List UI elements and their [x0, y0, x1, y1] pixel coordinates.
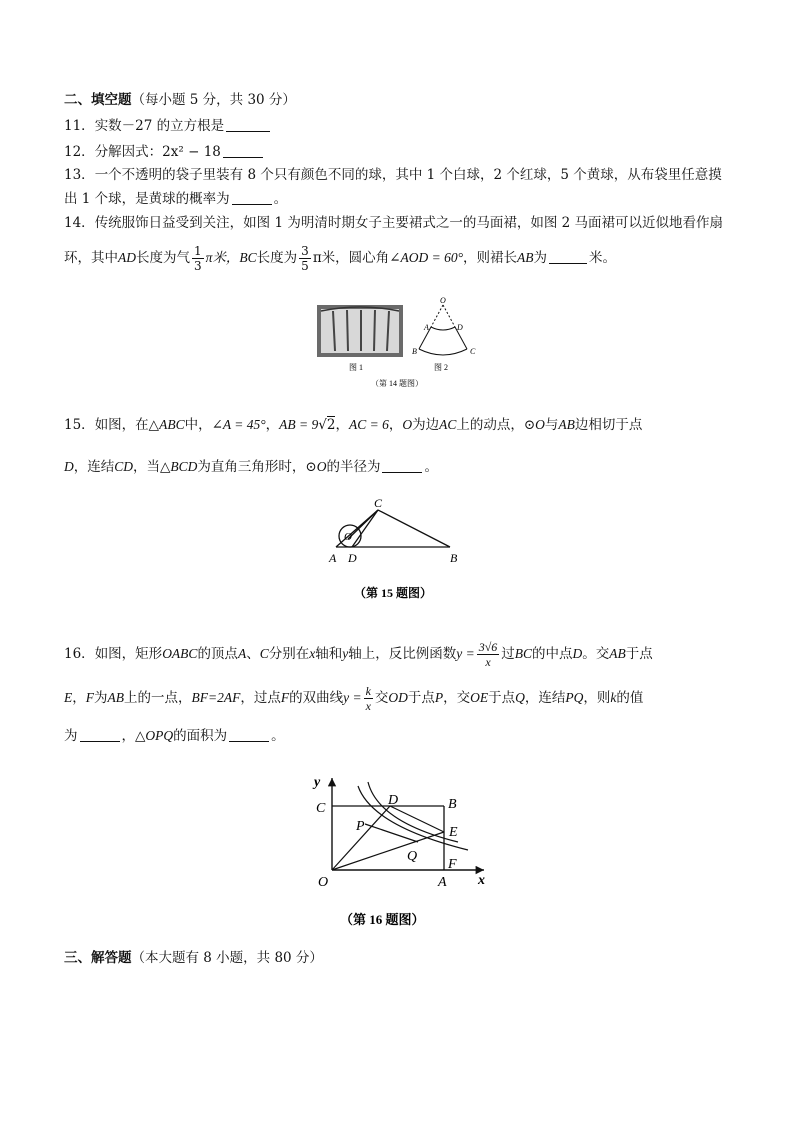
question-text: 出 1 个球，是黄球的概率为	[64, 191, 230, 207]
var-y: y	[342, 646, 349, 661]
point-e: E	[64, 690, 73, 705]
point-label-o: O	[318, 875, 329, 890]
point-label-q: Q	[407, 849, 418, 864]
text-fragment: ，	[388, 417, 403, 433]
var-k: k	[610, 690, 617, 705]
segment-ab: AB	[517, 250, 534, 265]
point-p: P	[434, 690, 444, 705]
point-f: F	[280, 690, 290, 705]
fraction-3root6-over-x	[477, 640, 500, 669]
text-fragment: 为直角三角形时，⊙	[197, 459, 317, 475]
ac-expression: AC = 6	[348, 417, 389, 432]
text-fragment: ，	[335, 417, 349, 433]
fraction-numerator: 3√6	[478, 640, 498, 654]
section-note: （每小题 5 分，共 30 分）	[131, 92, 296, 108]
point-label-o: O	[344, 531, 352, 543]
question-number: 13．	[64, 167, 95, 183]
text-fragment: 如图，在△	[94, 417, 160, 433]
point-d: D	[64, 459, 74, 474]
question-15-line-1	[64, 416, 642, 434]
text-fragment: ，	[265, 417, 280, 433]
segment-cd: CD	[114, 459, 134, 474]
question-number: 14．	[64, 215, 95, 231]
text-fragment: 为	[94, 690, 108, 706]
figure-14	[313, 293, 483, 393]
text-fragment: 上的一点，	[124, 690, 192, 706]
segment-ab: AB	[558, 417, 575, 432]
text-fragment: ，当△	[133, 459, 171, 475]
fig1-label: 图 1	[349, 363, 363, 372]
text-fragment: ，连结	[73, 459, 115, 475]
point-q: Q	[515, 690, 525, 705]
section-title: 三、解答题	[64, 950, 132, 966]
text-fragment: 边相切于点	[574, 417, 643, 433]
function-lhs: y =	[456, 646, 475, 661]
point-c: C	[259, 646, 269, 661]
text-fragment: 长度为气	[136, 250, 190, 266]
sqrt-expression: √2	[318, 417, 336, 433]
section-heading-3	[64, 949, 323, 967]
point-label-a: A	[424, 323, 429, 332]
question-number: 16．	[64, 646, 95, 662]
answer-blank[interactable]	[382, 458, 422, 473]
sqrt-argument: 2	[326, 417, 336, 433]
fraction-k-over-x	[364, 684, 373, 713]
question-15-line-2	[64, 458, 438, 476]
question-number: 12．	[64, 144, 95, 160]
text-fragment: ，则	[583, 690, 611, 706]
fraction-denominator: x	[485, 655, 491, 669]
triangle-bcd: BCD	[170, 459, 198, 474]
segment-bc: BC	[514, 646, 533, 661]
text-fragment: 的双曲线	[289, 690, 344, 706]
point-label-b: B	[412, 347, 417, 356]
segment-ab: AB	[107, 690, 124, 705]
text-fragment: 长度为	[256, 250, 298, 266]
answer-blank[interactable]	[549, 249, 587, 264]
text-fragment: ，则裙长	[463, 250, 518, 266]
question-text: 实数－27 的立方根是	[94, 118, 225, 134]
function-lhs: y =	[343, 690, 362, 705]
question-text: 一个不透明的袋子里装有 8 个只有颜色不同的球，其中 1 个白球，2 个红球，5 个黄球，从布袋里任意摸	[94, 167, 722, 183]
text-fragment: 上的动点，⊙	[456, 417, 536, 433]
point-label-d: D	[388, 793, 399, 808]
figure-caption: （第 15 题图）	[354, 586, 433, 600]
fraction-one-third	[192, 244, 204, 273]
angle-expression: ∠AOD = 60°	[389, 250, 464, 265]
point-label-c: C	[470, 347, 476, 356]
figure-15	[326, 493, 470, 605]
point-label-c: C	[316, 801, 326, 816]
text-fragment: 的面积为	[173, 728, 228, 744]
text-fragment: ，过点	[240, 690, 281, 706]
text-fragment: ，连结	[524, 690, 566, 706]
section-heading-2	[64, 91, 296, 109]
text-fragment: 轴和	[315, 646, 343, 662]
text-fragment: ，交	[443, 690, 471, 706]
text-fragment: ，△	[121, 728, 146, 744]
text-fragment: 交	[374, 690, 389, 706]
answer-blank[interactable]	[232, 190, 272, 205]
question-14-line-2	[64, 238, 616, 278]
fig2-label: 图 2	[434, 363, 448, 372]
question-16-line-2	[64, 678, 643, 718]
question-number: 15．	[64, 417, 95, 433]
point-label-a: A	[329, 551, 337, 565]
figure-14-drawing	[313, 293, 483, 393]
text-fragment: 过	[501, 646, 515, 662]
question-12	[64, 143, 265, 161]
point-d: D	[572, 646, 583, 661]
fraction-numerator: 1	[194, 244, 202, 258]
question-text: 传统服饰日益受到关注，如图 1 为明清时期女子主要裙式之一的马面裙，如图 2 马面裙可以近似地看作扇	[94, 215, 724, 231]
text-fragment: 于点	[625, 646, 653, 662]
point-label-p: P	[356, 819, 365, 834]
figure-caption: （第 16 题图）	[340, 912, 425, 927]
segment-oe: OE	[470, 690, 489, 705]
point-label-e: E	[449, 825, 458, 840]
text-fragment: 分别在	[268, 646, 310, 662]
text-fragment: 的中点	[532, 646, 573, 662]
text-fragment: 。交	[582, 646, 610, 662]
fraction-denominator: x	[365, 699, 371, 713]
question-16-line-3	[64, 727, 285, 745]
text-fragment: ，	[72, 690, 86, 706]
fraction-numerator: k	[365, 684, 371, 698]
figure-16	[298, 766, 498, 934]
point-label-d: D	[457, 323, 463, 332]
figure-caption: （第 14 题图）	[371, 379, 423, 388]
triangle-lines	[332, 806, 444, 870]
point-a: A	[237, 646, 247, 661]
triangle-opq: OPQ	[145, 728, 174, 743]
segment-bc: BC	[239, 250, 257, 265]
fraction-three-fifths	[299, 244, 311, 273]
rectangle-oabc: OABC	[162, 646, 198, 661]
point-label-d: D	[348, 551, 357, 565]
question-number: 11．	[64, 118, 95, 134]
answer-blank-k[interactable]	[80, 727, 120, 742]
text-fragment: 与	[544, 417, 559, 433]
text-fragment: 为	[533, 250, 548, 266]
text-fragment: 轴上，反比例函数	[348, 646, 457, 662]
axis-label-x: x	[478, 873, 485, 888]
angle-expression: ∠A = 45°	[211, 417, 266, 432]
point-label-b: B	[448, 797, 457, 812]
question-text: 分解因式：2x² − 18	[94, 144, 221, 160]
question-11	[64, 117, 272, 135]
bf-expression: BF=2AF	[191, 690, 241, 705]
answer-blank-area[interactable]	[229, 727, 269, 742]
point-label-b: B	[450, 551, 458, 565]
figure-16-drawing	[298, 766, 498, 934]
text-fragment: π米，圆心角	[312, 250, 390, 266]
point-o: O	[316, 459, 327, 474]
text-fragment: 米。	[589, 250, 617, 266]
text-fragment: 为边	[412, 417, 440, 433]
ab-expression: AB = 9	[279, 417, 319, 432]
fraction-denominator: 3	[194, 259, 202, 273]
text-fragment: 环，其中	[64, 250, 118, 266]
point-label-c: C	[374, 496, 383, 510]
segment-ac: AC	[439, 417, 457, 432]
text-fragment: 的半径为	[326, 459, 381, 475]
triangle-abc: ABC	[159, 417, 185, 432]
point-label-f: F	[448, 857, 457, 872]
answer-blank[interactable]	[226, 117, 270, 132]
triangle-abc-lines	[336, 510, 450, 547]
point-o: O	[535, 417, 545, 432]
text-fragment: 为	[64, 728, 78, 744]
var-x: x	[309, 646, 316, 661]
text-fragment: 的顶点	[197, 646, 238, 662]
text-fragment: 如图，矩形	[94, 646, 163, 662]
fraction-denominator: 5	[301, 259, 309, 273]
point-label-a: A	[438, 875, 447, 890]
text-fragment: 。	[424, 459, 438, 475]
point-o: O	[402, 417, 413, 432]
question-16-line-1	[64, 634, 653, 674]
figure-15-drawing	[326, 493, 470, 605]
text-fragment: π米，	[205, 250, 240, 265]
text-fragment: 于点	[488, 690, 516, 706]
point-label-o: O	[440, 296, 446, 305]
segment-ad: AD	[118, 250, 136, 265]
fraction-numerator: 3	[301, 244, 309, 258]
text-fragment: 、	[246, 646, 260, 662]
text-fragment: 于点	[407, 690, 435, 706]
question-13-line-2	[64, 190, 287, 208]
text-fragment: 中，	[184, 417, 212, 433]
text-fragment: 。	[271, 728, 285, 744]
answer-blank[interactable]	[223, 143, 263, 158]
question-14-line-1	[64, 214, 723, 232]
segment-pq: PQ	[565, 690, 584, 705]
question-13-line-1	[64, 166, 722, 184]
question-text-end: 。	[273, 191, 288, 207]
section-title: 二、填空题	[64, 92, 132, 108]
text-fragment: 的值	[616, 690, 644, 706]
segment-ab: AB	[609, 646, 626, 661]
section-note: （本大题有 8 小题，共 80 分）	[131, 950, 323, 966]
segment-od: OD	[388, 690, 408, 705]
point-f: F	[85, 690, 94, 705]
axis-label-y: y	[314, 775, 321, 790]
